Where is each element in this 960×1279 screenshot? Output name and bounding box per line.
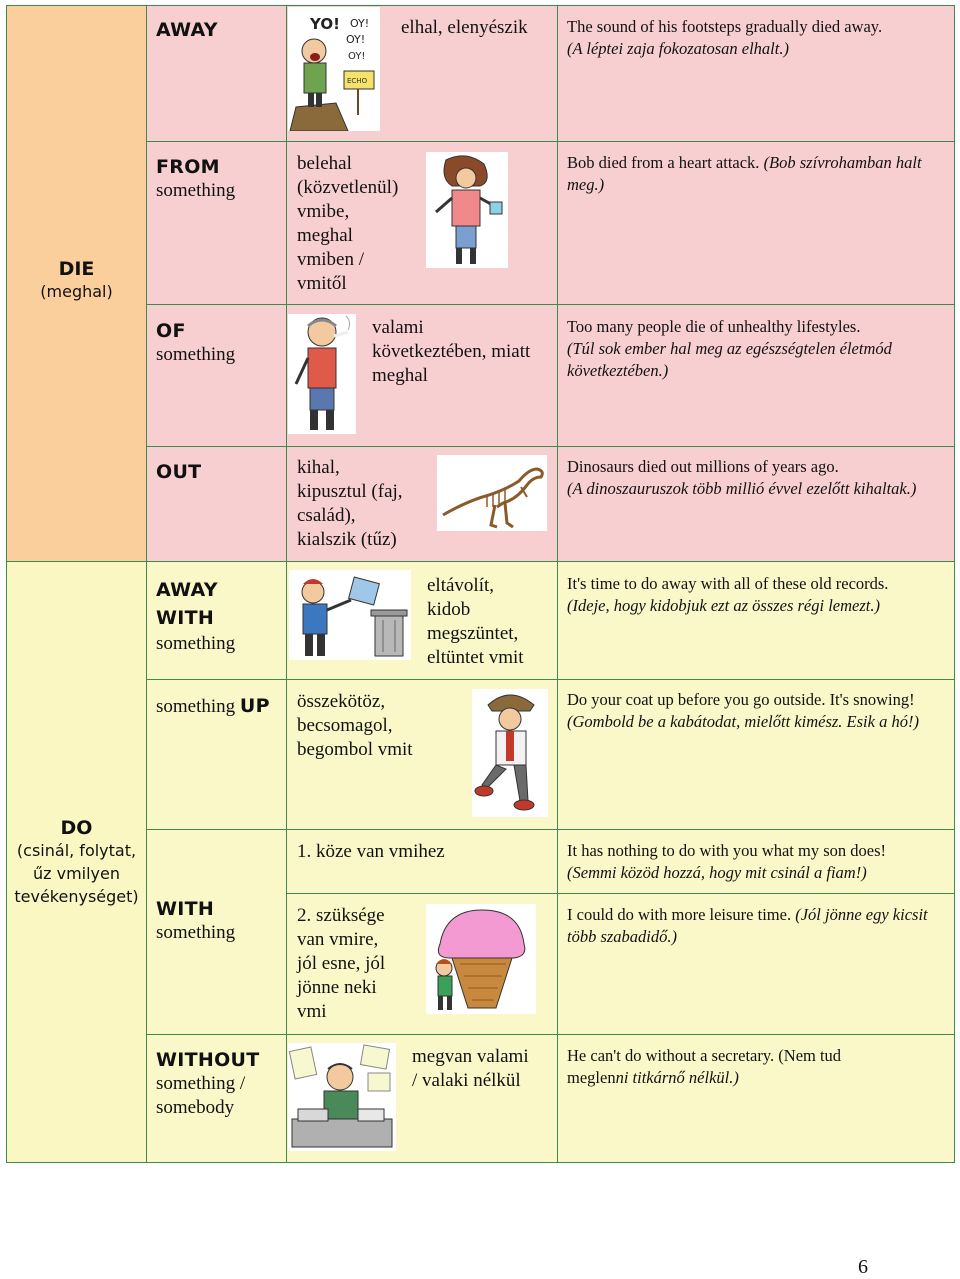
die-out-hu-line: kialszik (tűz) bbox=[297, 529, 397, 550]
do-without-example-hu: ni titkárnő nélkül.) bbox=[615, 1068, 739, 1087]
do-up-hu bbox=[297, 690, 413, 762]
die-from-hu-line: vmiben / bbox=[297, 249, 365, 270]
man-throwing-computer-in-bin-picture bbox=[289, 570, 411, 660]
do-awaywith-hu-line: eltüntet vmit bbox=[427, 647, 524, 668]
die-from-particle-group bbox=[156, 155, 235, 203]
do-without-particle-group bbox=[156, 1048, 260, 1120]
girl-with-giant-ice-cream-picture bbox=[426, 904, 536, 1014]
die-from-example-hu: (Bob szívrohamban halt meg.) bbox=[567, 153, 922, 194]
do-without-particle: WITHOUT bbox=[156, 1049, 260, 1071]
do-with-object: something bbox=[156, 922, 236, 943]
do-with-hu-2-line: vmi bbox=[297, 1001, 327, 1022]
die-of-example bbox=[567, 316, 952, 382]
do-with-hu-1: 1. köze van vmihez bbox=[297, 841, 445, 862]
die-from-hu-line: (közvetlenül) bbox=[297, 177, 399, 198]
do-up-particle-group bbox=[156, 694, 270, 719]
shouting-man-echo-sign-picture bbox=[288, 7, 380, 131]
do-up-object: something bbox=[156, 696, 236, 717]
verb-do: DO bbox=[60, 817, 93, 839]
svg-text:YO!: YO! bbox=[310, 15, 340, 33]
die-away-hu: elhal, elenyészik bbox=[401, 17, 528, 38]
die-from-hu-line: belehal bbox=[297, 153, 352, 174]
die-out-particle: OUT bbox=[156, 461, 202, 483]
verb-do-meaning-line: (csinál, folytat, bbox=[16, 841, 137, 860]
die-from-example bbox=[567, 152, 952, 196]
do-without-example bbox=[567, 1045, 952, 1089]
svg-text:OY!: OY! bbox=[348, 51, 366, 62]
do-awaywith-example-hu: (Ideje, hogy kidobjuk ezt az összes régi lemezt.) bbox=[567, 596, 880, 615]
die-out-hu-line: kihal, bbox=[297, 457, 340, 478]
do-awaywith-particle-group bbox=[156, 576, 235, 656]
do-awaywith-example-en: It's time to do away with all of these old records. bbox=[567, 574, 889, 593]
svg-text:OY!: OY! bbox=[350, 17, 370, 30]
do-up-example-en: Do your coat up before you go outside. It's snowing! bbox=[567, 690, 915, 709]
do-awaywith-hu-line: kidob bbox=[427, 599, 471, 620]
die-from-hu-line: vmitől bbox=[297, 273, 347, 294]
do-up-example bbox=[567, 689, 947, 733]
die-out-hu-line: kipusztul (faj, bbox=[297, 481, 403, 502]
do-with-particle-group bbox=[156, 897, 235, 945]
do-with-example-2-en: I could do with more leisure time. bbox=[567, 905, 792, 924]
do-without-hu-line: megvan valami bbox=[412, 1046, 529, 1067]
do-without-example-en: He can't do without a secretary. (Nem tud bbox=[567, 1046, 842, 1065]
smoking-man-picture bbox=[288, 314, 356, 434]
verb-do-meaning-line: űz vmilyen bbox=[32, 864, 121, 883]
verb-do-meaning-line: tevékenységet) bbox=[14, 887, 139, 906]
die-of-object: something bbox=[156, 344, 236, 365]
die-from-particle: FROM bbox=[156, 156, 220, 178]
do-with-example-1-en: It has nothing to do with you what my son does! bbox=[567, 841, 886, 860]
do-with-hu-2-line: jönne neki bbox=[297, 977, 377, 998]
do-awaywith-hu-line: eltávolít, bbox=[427, 575, 495, 596]
do-with-particle: WITH bbox=[156, 898, 215, 920]
die-of-hu-line: valami bbox=[372, 317, 424, 338]
do-with-example-2 bbox=[567, 904, 952, 948]
die-of-hu-line: meghal bbox=[372, 365, 428, 386]
do-verb-label bbox=[6, 817, 147, 908]
svg-text:OY!: OY! bbox=[346, 33, 366, 46]
die-away-example-en: The sound of his footsteps gradually died away. bbox=[567, 17, 883, 36]
do-with-hu-2 bbox=[297, 904, 385, 1024]
verb-die-meaning: (meghal) bbox=[40, 282, 113, 301]
do-awaywith-example bbox=[567, 573, 952, 617]
do-up-particle: UP bbox=[239, 695, 270, 717]
die-away-example bbox=[567, 16, 952, 60]
do-up-hu-line: begombol vmit bbox=[297, 739, 413, 760]
do-without-example-hu-pre: meglen bbox=[567, 1068, 616, 1087]
do-without-hu-line: / valaki nélkül bbox=[412, 1070, 521, 1091]
die-of-example-en: Too many people die of unhealthy lifestyles. bbox=[567, 317, 861, 336]
die-of-example-hu: (Túl sok ember hal meg az egészségtelen életmód következtében.) bbox=[567, 339, 892, 380]
die-from-example-en: Bob died from a heart attack. bbox=[567, 153, 760, 172]
woman-heart-attack-picture bbox=[426, 152, 508, 268]
die-away-particle: AWAY bbox=[156, 19, 218, 41]
do-with-example-1-hu: (Semmi közöd hozzá, hogy mit csinál a fiam!) bbox=[567, 863, 867, 882]
die-from-object: something bbox=[156, 180, 236, 201]
do-without-object: somebody bbox=[156, 1097, 235, 1118]
die-out-hu-line: család), bbox=[297, 505, 356, 526]
do-awaywith-particle: AWAY bbox=[156, 579, 218, 601]
do-awaywith-object: something bbox=[156, 633, 236, 654]
do-awaywith-hu bbox=[427, 574, 524, 670]
svg-text:ECHO: ECHO bbox=[347, 77, 368, 85]
die-verb-label bbox=[6, 258, 147, 303]
die-from-hu bbox=[297, 152, 398, 296]
do-without-hu bbox=[412, 1045, 529, 1093]
dinosaur-skeleton-picture bbox=[437, 455, 547, 531]
stressed-man-at-desk-picture bbox=[288, 1043, 396, 1151]
do-awaywith-hu-line: megszüntet, bbox=[427, 623, 519, 644]
man-tying-shoe-picture bbox=[472, 689, 548, 817]
do-up-hu-line: összekötöz, bbox=[297, 691, 386, 712]
do-up-hu-line: becsomagol, bbox=[297, 715, 393, 736]
die-out-example-hu: (A dinoszauruszok több millió évvel ezelőtt kihaltak.) bbox=[567, 479, 917, 498]
do-awaywith-particle: WITH bbox=[156, 607, 215, 629]
do-with-hu-2-line: jól esne, jól bbox=[297, 953, 386, 974]
die-of-particle-group bbox=[156, 319, 235, 367]
die-of-hu bbox=[372, 316, 530, 388]
die-of-hu-line: következtében, miatt bbox=[372, 341, 531, 362]
do-with-example-2-hu: (Jól jönne egy kicsit több szabadidő.) bbox=[567, 905, 928, 946]
do-up-example-hu: (Gombold be a kabátodat, mielőtt kimész. Esik a hó!) bbox=[567, 712, 919, 731]
die-away-example-hu: (A léptei zaja fokozatosan elhalt.) bbox=[567, 39, 789, 58]
die-out-hu bbox=[297, 456, 403, 552]
page-number: 6 bbox=[858, 1256, 868, 1278]
verb-die: DIE bbox=[58, 258, 95, 280]
die-out-example-en: Dinosaurs died out millions of years ago. bbox=[567, 457, 839, 476]
die-of-particle: OF bbox=[156, 320, 186, 342]
do-with-example-1 bbox=[567, 840, 952, 884]
do-with-hu-2-line: 2. szüksége bbox=[297, 905, 385, 926]
die-from-hu-line: vmibe, bbox=[297, 201, 350, 222]
do-with-hu-2-line: van vmire, bbox=[297, 929, 379, 950]
die-out-example bbox=[567, 456, 952, 500]
die-from-hu-line: meghal bbox=[297, 225, 353, 246]
do-without-object: something / bbox=[156, 1073, 246, 1094]
